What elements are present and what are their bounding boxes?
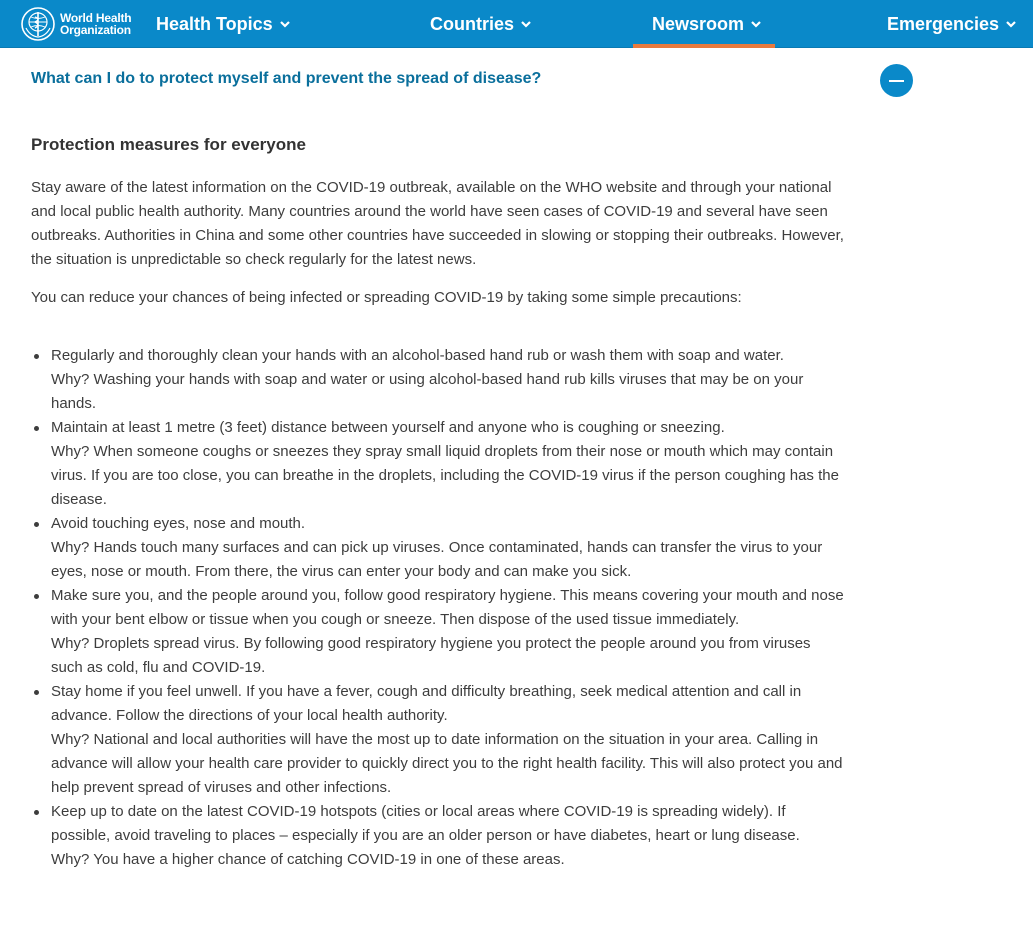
- measure-action: Avoid touching eyes, nose and mouth.: [51, 515, 306, 532]
- list-item: [31, 584, 846, 680]
- chevron-down-icon: [1005, 18, 1017, 30]
- chevron-down-icon: [750, 18, 762, 30]
- measure-why: Why? Washing your hands with soap and water or using alcohol-based hand rub kills viruses that may be on your hands.: [51, 371, 804, 412]
- list-item: [31, 416, 846, 512]
- measure-action: Stay home if you feel unwell. If you have a fever, cough and difficulty breathing, seek medical attention and call in advance. Follow the directions of your local health authority.: [51, 683, 802, 724]
- top-navigation-bar: [0, 0, 1033, 48]
- nav-newsroom-label: Newsroom: [652, 13, 745, 34]
- measure-why: Why? Droplets spread virus. By following good respiratory hygiene you protect the people around you from viruses such as cold, flu and COVID-19.: [51, 635, 811, 676]
- list-item: [31, 344, 846, 416]
- logo-line-2: Organization: [60, 23, 131, 37]
- measure-action: Maintain at least 1 metre (3 feet) distance between yourself and anyone who is coughing or sneezing.: [51, 419, 725, 436]
- who-emblem-icon: [20, 6, 56, 42]
- list-item: [31, 512, 846, 584]
- logo-wordmark: [60, 12, 131, 36]
- nav-emergencies-label: Emergencies: [887, 13, 1000, 34]
- nav-health-topics-label: Health Topics: [156, 13, 273, 34]
- active-nav-underline: [633, 44, 775, 48]
- measure-why: Why? National and local authorities will have the most up to date information on the situation in your area. Calling in advance will allow your health care provider to quickly direct you to the right health facility. This will also protect you and help prevent spread of viruses and other infections.: [51, 731, 843, 796]
- measure-action: Keep up to date on the latest COVID-19 hotspots (cities or local areas where COVID-19 is spreading widely). If possible, avoid traveling to places – especially if you are an older person or have diabetes, heart or lung disease.: [51, 803, 800, 844]
- measure-action: Make sure you, and the people around you, follow good respiratory hygiene. This means covering your mouth and nose with your bent elbow or tissue when you cough or sneeze. Then dispose of the used tissue immediately.: [51, 587, 844, 628]
- nav-emergencies[interactable]: [887, 0, 1017, 48]
- who-logo[interactable]: [20, 6, 131, 42]
- measure-why: Why? Hands touch many surfaces and can pick up viruses. Once contaminated, hands can transfer the virus to your eyes, nose or mouth. From there, the virus can enter your body and can make you sick.: [51, 539, 823, 580]
- faq-question[interactable]: What can I do to protect myself and prevent the spread of disease?: [31, 70, 542, 87]
- measure-why: Why? When someone coughs or sneezes they spray small liquid droplets from their nose or mouth which may contain virus. If you are too close, you can breathe in the droplets, including the COVID-19 virus if the person coughing has the disease.: [51, 443, 839, 508]
- faq-answer: [31, 130, 846, 872]
- nav-countries[interactable]: [430, 0, 532, 48]
- minus-circle-icon[interactable]: [880, 64, 913, 97]
- nav-health-topics[interactable]: [156, 0, 291, 48]
- measures-list: [31, 344, 846, 872]
- chevron-down-icon: [279, 18, 291, 30]
- lead-paragraph: You can reduce your chances of being infected or spreading COVID-19 by taking some simple precautions:: [31, 289, 742, 306]
- nav-countries-label: Countries: [430, 13, 515, 34]
- intro-paragraph: Stay aware of the latest information on the COVID-19 outbreak, available on the WHO website and through your national and local public health authority. Many countries around the world have seen cases of COVID-19 and several have seen outbreaks. Authorities in China and some other countries have succeeded in slowing or stopping their outbreaks. However, the situation is unpredictable so check regularly for the latest news.: [31, 179, 844, 268]
- list-item: [31, 800, 846, 872]
- chevron-down-icon: [520, 18, 532, 30]
- measure-action: Regularly and thoroughly clean your hands with an alcohol-based hand rub or wash them with soap and water.: [51, 347, 784, 364]
- measure-why: Why? You have a higher chance of catching COVID-19 in one of these areas.: [51, 851, 565, 868]
- logo-line-1: World Health: [60, 11, 132, 25]
- list-item: [31, 680, 846, 800]
- nav-newsroom[interactable]: [652, 0, 762, 48]
- section-title: Protection measures for everyone: [31, 135, 306, 154]
